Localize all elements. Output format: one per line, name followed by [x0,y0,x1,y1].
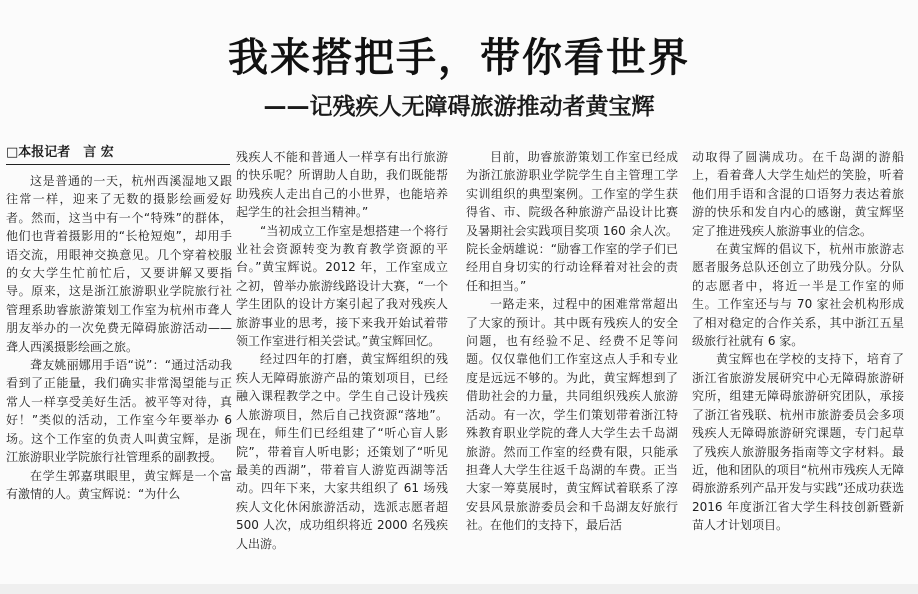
paragraph: 这是普通的一天，杭州西溪湿地又跟往常一样，迎来了无数的摄影绘画爱好者。然而，这当中有一个“特殊”的群体，他们也背着摄影用的“长枪短炮”，却用手语交流，用眼神交换意见。几个穿着校服的女大学生忙前忙后，又要讲解又要指导。原来，这是浙江旅游职业学院旅行社管理系助睿旅游策划工作室为杭州市聋人朋友举办的一次免费无障碍旅游活动——聋人西溪摄影绘画之旅。 [6,174,232,354]
paragraph: 在黄宝辉的倡议下，杭州市旅游志愿者服务总队还创立了助残分队。分队的志愿者中，将近一半是工作室的师生。工作室还与与 70 家社会机构形成了相对稳定的合作关系，其中浙江五星级旅行社就有 6 家。 [692,242,904,349]
paragraph: 聋友姚丽娜用手语“说”：“通过活动我看到了正能量，我们确实非常渴望能与正常人一样享受美好生活。被平等对待，真好！”类似的活动，工作室今年要举办 6 场。这个工作室的负责人叫黄宝辉，是浙江旅游职业学院旅行社管理系的副教授。 [6,358,232,465]
paragraph: 经过四年的打磨，黄宝辉组织的残疾人无障碍旅游产品的策划项目，已经融入课程教学之中。学生自己设计残疾人旅游项目，然后自己找资源“落地”。现在，师生们已经组建了“听心盲人影院”，带着盲人听电影；还策划了“听见最美的西湖”，带着盲人游览西湖等活动。四年下来，大家共组织了 61 场残疾人文化休闲旅游活动，选派志愿者超 500 人次，成功组织将近 2000 名残疾人出游。 [236,352,448,551]
subheadline: ——记残疾人无障碍旅游推动者黄宝辉 [263,94,655,120]
page-bottom-margin [0,584,918,594]
paragraph: 黄宝辉也在学校的支持下，培育了浙江省旅游发展研究中心无障碍旅游研究所，组建无障碍旅游研究团队，承接了浙江省残联、杭州市旅游委员会多项残疾人无障碍旅游研究课题，专门起草了残疾人旅游服务指南等文字材料。最近，他和团队的项目“杭州市残疾人无障碍旅游系列产品开发与实践”还成功获选 2016 年度浙江省大学生科技创新暨新苗人才计划项目。 [692,352,904,533]
paragraph: “当初成立工作室是想搭建一个将行业社会资源转变为教育教学资源的平台。”黄宝辉说。2012 年，工作室成立之初，曾举办旅游线路设计大赛，“一个学生团队的设计方案引起了我对残疾人旅游事业的思考，接下来我开始试着带领工作室进行相关尝试。”黄宝辉回忆。 [236,223,448,349]
paragraph: 一路走来，过程中的困难常常超出了大家的预计。其中既有残疾人的安全问题，也有经验不足、经费不足等问题。仅仅靠他们工作室这点人手和专业度是远远不够的。为此，黄宝辉想到了借助社会的力量，共同组织残疾人旅游活动。有一次，学生们策划带着浙江特殊教育职业学院的聋人大学生去千岛湖旅游。然而工作室的经费有限，只能承担聋人大学生往返千岛湖的车费。正当大家一筹莫展时，黄宝辉试着联系了淳安县风景旅游委员会和千岛湖友好旅行社。在他们的支持下，最后活 [466,297,678,533]
paragraph: 残疾人不能和普通人一样享有出行旅游的快乐呢？所谓助人自助，我们既能帮助残疾人走出自己的小世界，也能培养起学生的社会担当精神。” [236,150,448,220]
article-column-2 [236,148,448,578]
article-column-1 [6,172,232,578]
paragraph: 动取得了圆满成功。在千岛湖的游船上，看着聋人大学生灿烂的笑脸，听着他们用手语和含混的口语努力表达着旅游的快乐和发自内心的感谢，黄宝辉坚定了推进残疾人旅游事业的信念。 [692,150,904,238]
paragraph: 目前，助睿旅游策划工作室已经成为浙江旅游职业学院学生自主管理工学实训组织的典型案例。工作室的学生获得省、市、院级各种旅游产品设计比赛及暑期社会实践项目奖项 160 余人次。院长金炳雄说：“励睿工作室的学子们已经用自身切实的行动诠释着对社会的责任和担当。” [466,150,678,293]
article-column-3 [466,148,678,578]
paragraph: 在学生郭嘉琪眼里，黄宝辉是一个富有激情的人。黄宝辉说：“为什么 [6,468,232,501]
byline: □本报记者 言 宏 [6,145,230,165]
article-column-4 [692,148,904,578]
headline: 我来搭把手，带你看世界 [228,35,690,81]
